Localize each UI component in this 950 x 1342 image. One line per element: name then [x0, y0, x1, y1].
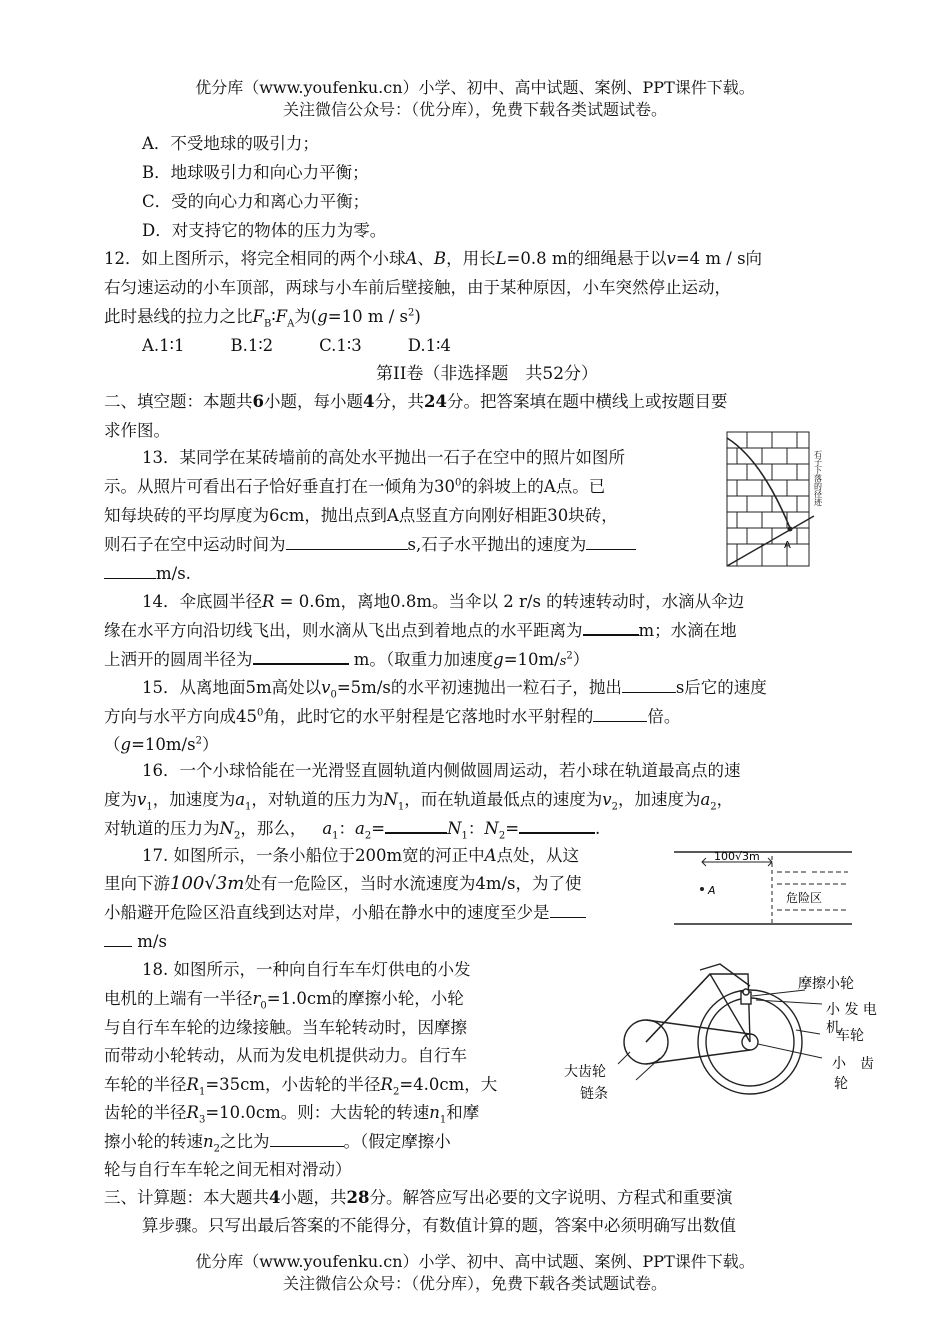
q18-line-2: 电机的上端有一半径$r_0=1.0cm$的摩擦小轮，小轮: [104, 989, 464, 1012]
q14-blank-radius[interactable]: [253, 648, 349, 665]
q15-line-2: 方向与水平方向成$45^0$角，此时它的水平射程是它落地时水平射程的 倍。: [104, 707, 681, 726]
q16-blank-accel-ratio[interactable]: [385, 817, 447, 834]
q16-line-1: 16．一个小球恰能在一光滑竖直圆轨道内侧做圆周运动，若小球在轨道最高点的速: [142, 761, 741, 780]
q17-line-4: m/s: [104, 930, 167, 954]
q14-blank-distance[interactable]: [583, 619, 639, 636]
q13-line-1: 13．某同学在某砖墙前的高处水平抛出一石子在空中的照片如图所: [142, 448, 625, 467]
q15-blank-time[interactable]: [622, 677, 676, 693]
q12-options: A.1∶1 B.1∶2 C.1∶3 D.1∶4: [142, 336, 451, 355]
q12-line-1: 12．如上图所示，将完全相同的两个小球A、B，用长L=0.8 m的细绳悬于以v=4 m / s向: [104, 249, 763, 268]
q18-label-chain: 链条: [580, 1086, 608, 1102]
q18-label-friction-wheel: 摩擦小轮: [798, 976, 854, 992]
q13-line-5: m/s.: [104, 562, 191, 586]
q15-line-3: $(g=10m/s^2)$: [104, 735, 219, 754]
q18-label-big-gear: 大齿轮: [564, 1064, 606, 1080]
q18-line-8: 轮与自行车车轮之间无相对滑动）: [104, 1160, 352, 1179]
q13-line-2: 示。从照片可看出石子恰好垂直打在一倾角为$30^0$的斜坡上的A点。已: [104, 477, 606, 496]
q13-line-3: 知每块砖的平均厚度为6cm，抛出点到A点竖直方向刚好相距30块砖，: [104, 506, 618, 525]
q17-line-2: 里向下游100√3m处有一危险区，当时水流速度为4m/s，为了使: [104, 873, 582, 894]
q17-fig-danger-zone-label: 危险区: [786, 891, 823, 905]
q18-line-4: 而带动小轮转动，从而为发电机提供动力。自行车: [104, 1046, 467, 1065]
q15-line-1: 15．从离地面5m高处以$v_0=5m/s$的水平初速抛出一粒石子，抛出 s后它的速度: [142, 678, 767, 701]
q12-line-3: 此时悬线的拉力之比$F_B∶F_A$为(g=10 m / $s^2$): [104, 307, 421, 330]
q18-label-generator-2: 机: [826, 1020, 840, 1036]
q11-option-b: B．地球吸引力和向心力平衡；: [142, 163, 369, 182]
q16-line-3: 对轨道的压力为$N_2$，那么， $a_1$：$a_2= N_1$：$N_2=$ .: [104, 819, 601, 842]
q11-option-c: C．受的向心力和离心力平衡；: [142, 192, 370, 211]
q13-blank-time[interactable]: [286, 534, 408, 550]
q13-line-4: 则石子在空中运动时间为 s,石子水平抛出的速度为: [104, 533, 636, 557]
header-line-2: 关注微信公众号：（优分库），免费下载各类试题试卷。: [282, 100, 667, 119]
part2-title: 第II卷（非选择题 共52分）: [376, 364, 599, 384]
q17-river-figure: [672, 848, 854, 928]
q18-friction-wheel: [743, 989, 749, 995]
q18-line-6: 齿轮的半径$R_3=10.0cm$。则：大齿轮的转速$n_1$和摩: [104, 1103, 480, 1126]
q17-line-1: 17. 如图所示，一条小船位于200m宽的河正中A点处，从这: [142, 846, 580, 865]
q17-point-a-marker: [700, 887, 704, 891]
q18-bicycle-figure: [560, 960, 890, 1105]
q17-fig-label-a: A: [708, 884, 716, 897]
q18-line-3: 与自行车车轮的边缘接触。当车轮转动时，因摩擦: [104, 1018, 467, 1037]
q18-blank-ratio[interactable]: [270, 1131, 344, 1147]
q14-line-3: 上洒开的圆周半径为 m。（取重力加速度$g=10m/s^2$）: [104, 650, 590, 669]
q11-option-a: A．不受地球的吸引力；: [142, 134, 319, 153]
footer-line-2: 关注微信公众号：（优分库），免费下载各类试题试卷。: [282, 1274, 667, 1293]
q14-line-1: 14．伞底圆半径R = 0.6m，离地0.8m。当伞以 2 r/s 的转速转动时，水滴从伞边: [142, 592, 745, 611]
q13-fig-trajectory-label: 石子下落的径迹: [813, 450, 823, 506]
footer-line-1: 优分库（www.youfenku.cn）小学、初中、高中试题、案例、PPT课件下载。: [195, 1252, 755, 1271]
q15-blank-ratio[interactable]: [593, 706, 647, 722]
q18-label-small-gear: 小 齿: [832, 1056, 874, 1072]
q13-brick-wall-figure: [722, 430, 832, 570]
q18-label-generator: 小 发 电: [826, 1002, 877, 1018]
q18-line-5: 车轮的半径$R_1=35cm$，小齿轮的半径$R_2=4.0cm$，大: [104, 1075, 498, 1098]
header-line-1: 优分库（www.youfenku.cn）小学、初中、高中试题、案例、PPT课件下载。: [195, 78, 755, 97]
q11-option-d: D．对支持它的物体的压力为零。: [142, 221, 387, 240]
part2-instructions-1: 二、填空题：本题共6小题，每小题4分，共24分。把答案填在题中横线上或按题目要: [104, 392, 728, 411]
part3-line-1: 三、计算题：本大题共4小题，共28分。解答应写出必要的文字说明、方程式和重要演: [104, 1188, 733, 1207]
q18-line-7: 擦小轮的转速$n_2$之比为 。（假定摩擦小: [104, 1132, 451, 1155]
q13-point-a-marker: [788, 527, 793, 532]
q16-line-2: 度为$v_1$，加速度为$a_1$，对轨道的压力为$N_1$，而在轨道最低点的速度为$v_2$，加速度为$a_2$，: [104, 790, 734, 813]
q13-blank-speed[interactable]: [586, 534, 636, 550]
q17-line-3: 小船避开危险区沿直线到达对岸，小船在静水中的速度至少是: [104, 901, 586, 925]
q13-fig-label-a: A: [784, 540, 791, 551]
q18-line-1: 18. 如图所示，一种向自行车车灯供电的小发: [142, 960, 471, 979]
q17-fig-distance-label: 100√3m: [714, 850, 760, 863]
q16-blank-force-ratio[interactable]: [519, 817, 595, 834]
part2-instructions-2: 求作图。: [104, 421, 170, 440]
q18-label-small-gear-2: 轮: [834, 1076, 848, 1092]
q12-line-2: 右匀速运动的小车顶部，两球与小车前后壁接触，由于某种原因，小车突然停止运动，: [104, 278, 731, 297]
q14-line-2: 缘在水平方向沿切线飞出，则水滴从飞出点到着地点的水平距离为 m；水滴在地: [104, 621, 737, 640]
part3-line-2: 算步骤。只写出最后答案的不能得分，有数值计算的题，答案中必须明确写出数值: [142, 1216, 736, 1235]
q17-blank-speed[interactable]: [550, 902, 586, 918]
q18-label-wheel: 车轮: [836, 1028, 864, 1044]
